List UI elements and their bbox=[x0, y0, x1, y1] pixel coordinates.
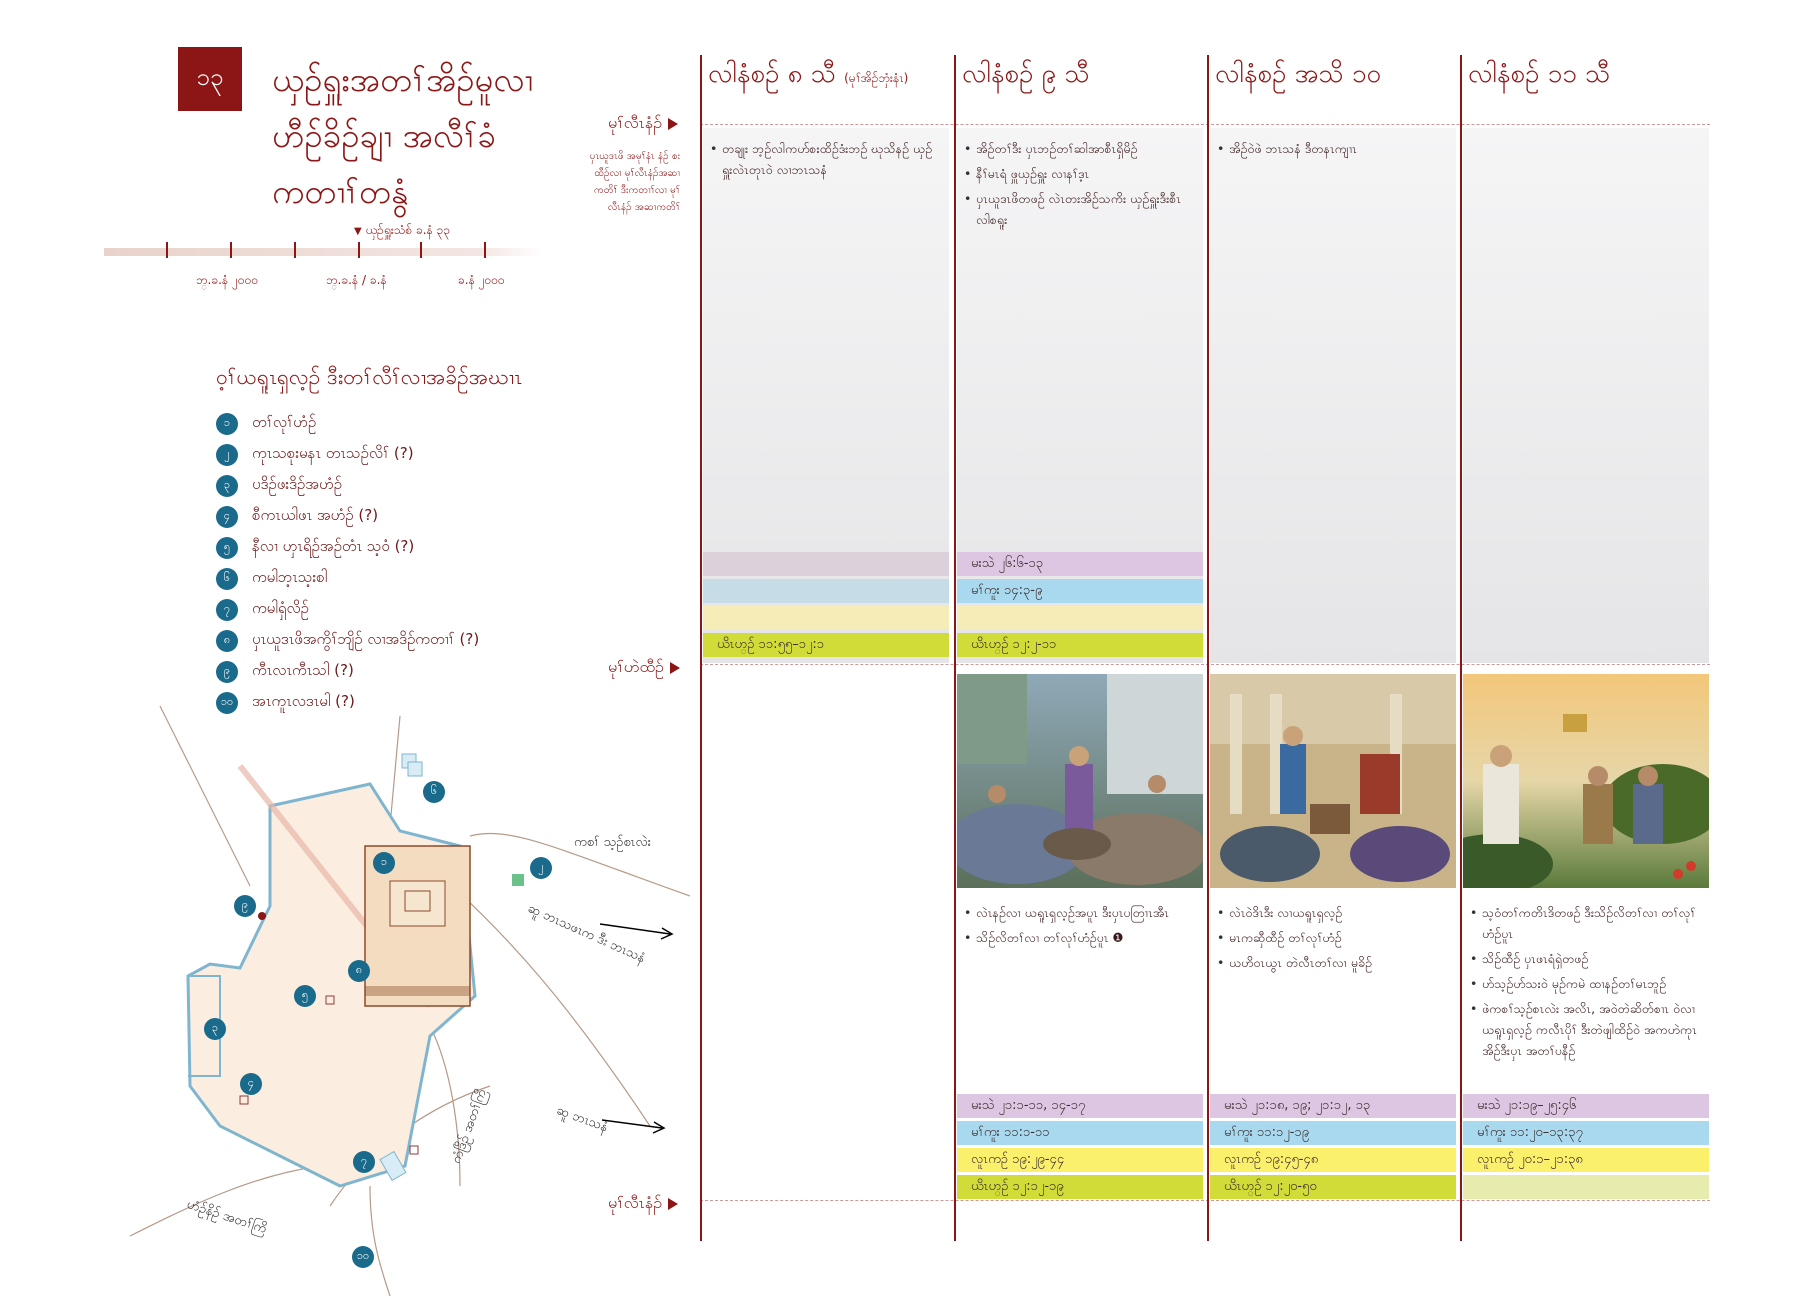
timeline-tick bbox=[484, 242, 486, 258]
event-item: • အိဉ်ဝဲဖဲ ဘၤသနံ ဒီတနၤကျၢၤ bbox=[1217, 138, 1447, 159]
scripture-ref-mark: မၢ်ကူး ၁၁:၂၀–၁၃:၃၇ bbox=[1463, 1121, 1709, 1145]
legend-item bbox=[216, 470, 479, 501]
map-pin-icon: ၁၀ bbox=[352, 1246, 374, 1268]
event-item: • သိဉ်လိတၢ်လၢ တၢ်လုၢ်ဟံဉ်ပူၤ ❶ bbox=[964, 927, 1194, 948]
sunrise-label-text: မုၢ်ဟဲထီဉ် bbox=[608, 657, 664, 676]
legend-item-label: ကမါရှံလိဉ် bbox=[252, 598, 309, 617]
page-title-line-1: ယှဉ်ရှူးအတၢ်အိဉ်မူလၢ bbox=[272, 60, 533, 99]
legend-item-label: ပှၤယူဒၤဖိအကွိၢ်ဘျိဉ် လၢအဒိဉ်ကတၢၢ် (?) bbox=[252, 629, 480, 648]
mount-of-olives-illustration bbox=[1463, 674, 1709, 888]
event-item: • သိဉ်ထီဉ် ပှၤဖၤရံရှဲတဖဉ် bbox=[1470, 948, 1702, 969]
day-header-nisan-9: လါနံစဉ် ၉ သီ bbox=[962, 59, 1090, 89]
scripture-ref-matthew bbox=[703, 552, 949, 576]
timeline-label: ဘ္.ခ.နံ / ခ.နံ bbox=[326, 273, 387, 287]
scripture-ref-mark: မၢ်ကူး ၁၁:၁-၁၁ bbox=[957, 1121, 1203, 1145]
map-pin-icon: ၉ bbox=[234, 895, 256, 917]
scripture-ref-matthew: မးသဲ ၂၆:၆-၁၃ bbox=[957, 552, 1203, 576]
event-item: • လဲၤဝဲဒိၤဒီး လၢယရူၤရှလ့ဉ် bbox=[1217, 902, 1447, 923]
column-divider bbox=[954, 55, 956, 1241]
event-list bbox=[964, 902, 1194, 952]
chapter-badge: ၁၃ bbox=[178, 47, 242, 111]
location-pin-icon: ၁ bbox=[216, 413, 238, 435]
event-item: • ယဟိဝၤယွၤ တဲလီၤတၢ်လၢ မူခိဉ် bbox=[1217, 952, 1447, 973]
scripture-ref-john: ယိၤဟ္ဉ် ၁၂:၂-၁၁ bbox=[957, 633, 1203, 657]
timeline-label: ခ.နံ ၂၀၀၀ bbox=[458, 273, 505, 287]
scripture-ref-luke bbox=[957, 606, 1203, 630]
scripture-ref-luke: လူၤကဉ် ၁၉:၂၉-၄၄ bbox=[957, 1148, 1203, 1172]
scripture-ref-matthew: မးသဲ ၂၁:၁၈, ၁၉; ၂၁:၁၂, ၁၃ bbox=[1210, 1094, 1456, 1118]
day-definition-note: ပှၤယူဒၤဖိ အမုၢ်နံၤ နံဉ် စးထီဉ်လၢ မုၢ်လီၤနံၣ်အဆၢ ကတိၢ် ဒီးကတၢၢ်လၢ မုၢ်လီၤနံၣ် အဆၢကတိၢ် bbox=[589, 151, 680, 213]
event-item: • အိဉ်တၢ်ဒီး ပှၤဘဉ်တၢ်ဆါအာစီၤရှိမိဉ် bbox=[964, 138, 1194, 159]
event-list bbox=[1470, 902, 1702, 1065]
sunset-label-top bbox=[608, 112, 678, 136]
legend-item bbox=[216, 439, 479, 470]
timeline-tick bbox=[166, 242, 168, 258]
map-pin-icon: ၄ bbox=[240, 1073, 262, 1095]
legend-list bbox=[216, 408, 479, 718]
sunset-divider bbox=[700, 1200, 1710, 1201]
timeline-marker: ▼ ယှဉ်ရှူးသံစ် ခ.နံ ၃၃ bbox=[354, 223, 451, 237]
temple-cleansing-illustration bbox=[1210, 674, 1456, 888]
map-label-road-bethany: ဆူ ဘၤသနံ bbox=[554, 1102, 610, 1136]
event-list bbox=[1217, 902, 1447, 977]
location-pin-icon: ၅ bbox=[216, 537, 238, 559]
location-pin-icon: ၆ bbox=[216, 568, 238, 590]
legend-item-label: တၢ်လုၢ်ဟံဉ် bbox=[252, 412, 317, 431]
location-pin-icon: ၂ bbox=[216, 444, 238, 466]
sunrise-divider bbox=[700, 664, 1710, 665]
column-divider bbox=[1207, 55, 1209, 1241]
day-header-nisan-11: လါနံစဉ် ၁၁ သီ bbox=[1468, 59, 1611, 89]
location-pin-icon: ၉ bbox=[216, 661, 238, 683]
map-label-olives: ကစၢ် သ့ဉ်စၤလဲး bbox=[574, 835, 652, 850]
scripture-ref-luke: လူၤကဉ် ၂၀:၁–၂၁:၃၈ bbox=[1463, 1148, 1709, 1172]
legend-item bbox=[216, 625, 479, 656]
legend-item-label: နီလၢ ဟှၤရိဉ်အဉ်တံၤ သ့ဝံ (?) bbox=[252, 536, 415, 555]
legend-item-label: စီကၤယါဖၤ အဟံဉ် (?) bbox=[252, 505, 379, 524]
page-title-line-2: ဟီဉ်ခိဉ်ချၢ အလီၢ်ခံ bbox=[272, 116, 496, 155]
event-item: • တချုး ဘ့ဉ်လါကဟ်စးထိဉ်ဒံးဘဉ် ဃုသိနဉ် ယှဉ်ရှူးလဲၤတုၤဝဲ လၢဘၤသနံ bbox=[710, 138, 940, 180]
day-header-nisan-10: လါနံစဉ် အသိ ၁၀ bbox=[1215, 59, 1382, 89]
location-pin-icon: ၁၀ bbox=[216, 692, 238, 714]
sunrise-label bbox=[608, 656, 680, 680]
location-pin-icon: ၇ bbox=[216, 599, 238, 621]
event-item: • သ့ဝံတၢ်ကတိၤဒိတဖဉ် ဒီးသိဉ်လိတၢ်လၢ တၢ်လုၢ်ဟံဉ်ပူၤ bbox=[1470, 902, 1702, 944]
scripture-ref-john: ယိၤဟ္ဉ် ၁၂:၂၀-၅၀ bbox=[1210, 1175, 1456, 1199]
legend-item bbox=[216, 408, 479, 439]
legend-item-label: အၤကူၤလဒၤမါ (?) bbox=[252, 691, 355, 710]
timeline-tick bbox=[230, 242, 232, 258]
jerusalem-map bbox=[130, 706, 690, 1296]
column-divider bbox=[1460, 55, 1462, 1241]
sunset-label-text: မုၢ်လီၤနံၣ် bbox=[608, 1193, 662, 1212]
map-pin-icon: ၁ bbox=[373, 852, 395, 874]
sabbath-note: (မုၢ်အိဉ်ဘှံးနံၤ) bbox=[844, 71, 909, 85]
day-header-text: လါနံစဉ် ၈ သီ bbox=[708, 59, 836, 89]
map-pin-icon: ၅ bbox=[294, 985, 316, 1007]
map-label-road-bethphage: ဆူ ဘၤသဖၤက ဒီး ဘၤသနံ bbox=[525, 900, 648, 967]
scripture-ref-matthew: မးသဲ ၂၁:၁၉–၂၅:၄၆ bbox=[1463, 1094, 1709, 1118]
triumphal-entry-illustration bbox=[957, 674, 1203, 888]
timeline-tick bbox=[358, 242, 360, 258]
scripture-ref-john: ယိၤဟ္ဉ် ၁၂:၁၂-၁၉ bbox=[957, 1175, 1203, 1199]
arrow-right-icon bbox=[668, 118, 678, 130]
location-pin-icon: ၄ bbox=[216, 506, 238, 528]
era-timeline bbox=[104, 222, 548, 288]
timeline-label: ဘ္.ခ.နံ ၂၀၀၀ bbox=[196, 273, 259, 287]
event-item: • ဖဲကစၢ်သ့ဉ်စၤလဲး အလိၤ, အဝဲတဲဆိတ်စၢၤ ဝဲလၢ ယရူၤရှလ့ဉ် ကလီၤပိုၢ် ဒီးတဲဖျါထိဉ်ဝဲ အကဟဲကုၤအိဉ်ဒီးပှၤ အတၢ်ပနီဉ် bbox=[1470, 998, 1702, 1061]
map-label-kidron: ကံဒြိဉ် အတၢ်ကြိ bbox=[448, 1087, 490, 1166]
page-title-line-3: ကတၢၢ်တနွံ bbox=[272, 172, 409, 211]
scripture-ref-luke: လူၤကဉ် ၁၉:၄၅-၄၈ bbox=[1210, 1148, 1456, 1172]
map-label-hinnom: ဟံဉ်နိဉ် အတၢ်ကြိ bbox=[185, 1196, 269, 1237]
event-list bbox=[710, 138, 940, 184]
timeline-tick bbox=[420, 242, 422, 258]
scripture-ref-john bbox=[1463, 1175, 1709, 1199]
timeline-tick bbox=[294, 242, 296, 258]
legend-item bbox=[216, 532, 479, 563]
arrow-right-icon bbox=[670, 662, 680, 674]
map-pin-icon: ၈ bbox=[348, 960, 370, 982]
scripture-ref-mark: မၢ်ကူး ၁၄:၃-၉ bbox=[957, 579, 1203, 603]
map-pin-icon: ၂ bbox=[530, 857, 552, 879]
page-title bbox=[272, 52, 592, 220]
map-pin-icon: ၇ bbox=[353, 1151, 375, 1173]
timeline-bar bbox=[104, 248, 544, 256]
location-pin-icon: ၈ bbox=[216, 630, 238, 652]
event-list bbox=[964, 138, 1194, 234]
legend-item-label: ကုၤသစုးမနၤ တၤသဉ်လိၢ် (?) bbox=[252, 443, 414, 462]
legend-item bbox=[216, 501, 479, 532]
legend-item-label: ကီၤလၤကီၤသါ (?) bbox=[252, 660, 354, 679]
sunset-label-text: မုၢ်လီၤနံၣ် bbox=[608, 113, 662, 132]
scripture-ref-luke bbox=[703, 606, 949, 630]
legend-item bbox=[216, 563, 479, 594]
event-item: • ဟ်သ့ဉ်ဟ်သးဝဲ မုဉ်ကမဲ ထၢနဉ်တၢ်မၤဘူဉ် bbox=[1470, 973, 1702, 994]
event-item: • ပှၤယူဒၤဖိတဖဉ် လဲၤတးအိဉ်သကိး ယှဉ်ရှူးဒီးစီၤလါစရူး bbox=[964, 188, 1194, 230]
event-item: • နီၢ်မၤရံ ဖှူယှဉ်ရှူး လၢနၢ်ဒ့ၤ bbox=[964, 163, 1194, 184]
night-panel bbox=[1210, 128, 1456, 663]
map-pin-icon: ၃ bbox=[204, 1018, 226, 1040]
night-panel bbox=[1463, 128, 1709, 663]
scripture-ref-mark bbox=[703, 579, 949, 603]
column-divider bbox=[700, 55, 702, 1241]
event-item: • လဲၤနဉ်လၢ ယရူၤရှလ့ဉ်အပူၤ ဒီးပှၤပတြၢၤအီၤ bbox=[964, 902, 1194, 923]
sunset-divider bbox=[700, 124, 1710, 125]
event-item: • မၤကဆှီထီဉ် တၢ်လုၢ်ဟံဉ် bbox=[1217, 927, 1447, 948]
day-header-nisan-8 bbox=[708, 56, 908, 95]
legend-item bbox=[216, 594, 479, 625]
event-list bbox=[1217, 138, 1447, 163]
scripture-ref-matthew: မးသဲ ၂၁:၁-၁၁, ၁၄-၁၇ bbox=[957, 1094, 1203, 1118]
legend-title: ဝ့ၢ်ယရူၤရှလ့ဉ် ဒီးတၢ်လီၢ်လၢအခိဉ်အဃၢၤ bbox=[216, 365, 522, 389]
timeline-marker-label: ယှဉ်ရှူးသံစ် ခ.နံ ၃၃ bbox=[365, 223, 451, 237]
map-pin-icon: ၆ bbox=[423, 781, 445, 803]
legend-item bbox=[216, 656, 479, 687]
legend-item-label: ကမါဘ့ၤသ့းစါ bbox=[252, 567, 328, 586]
legend-item-label: ပဒိဉ်ဖးဒိဉ်အဟံဉ် bbox=[252, 474, 342, 493]
location-pin-icon: ၃ bbox=[216, 475, 238, 497]
scripture-ref-mark: မၢ်ကူး ၁၁:၁၂-၁၉ bbox=[1210, 1121, 1456, 1145]
scripture-ref-john: ယိၤဟ္ဉ် ၁၁:၅၅–၁၂:၁ bbox=[703, 633, 949, 657]
